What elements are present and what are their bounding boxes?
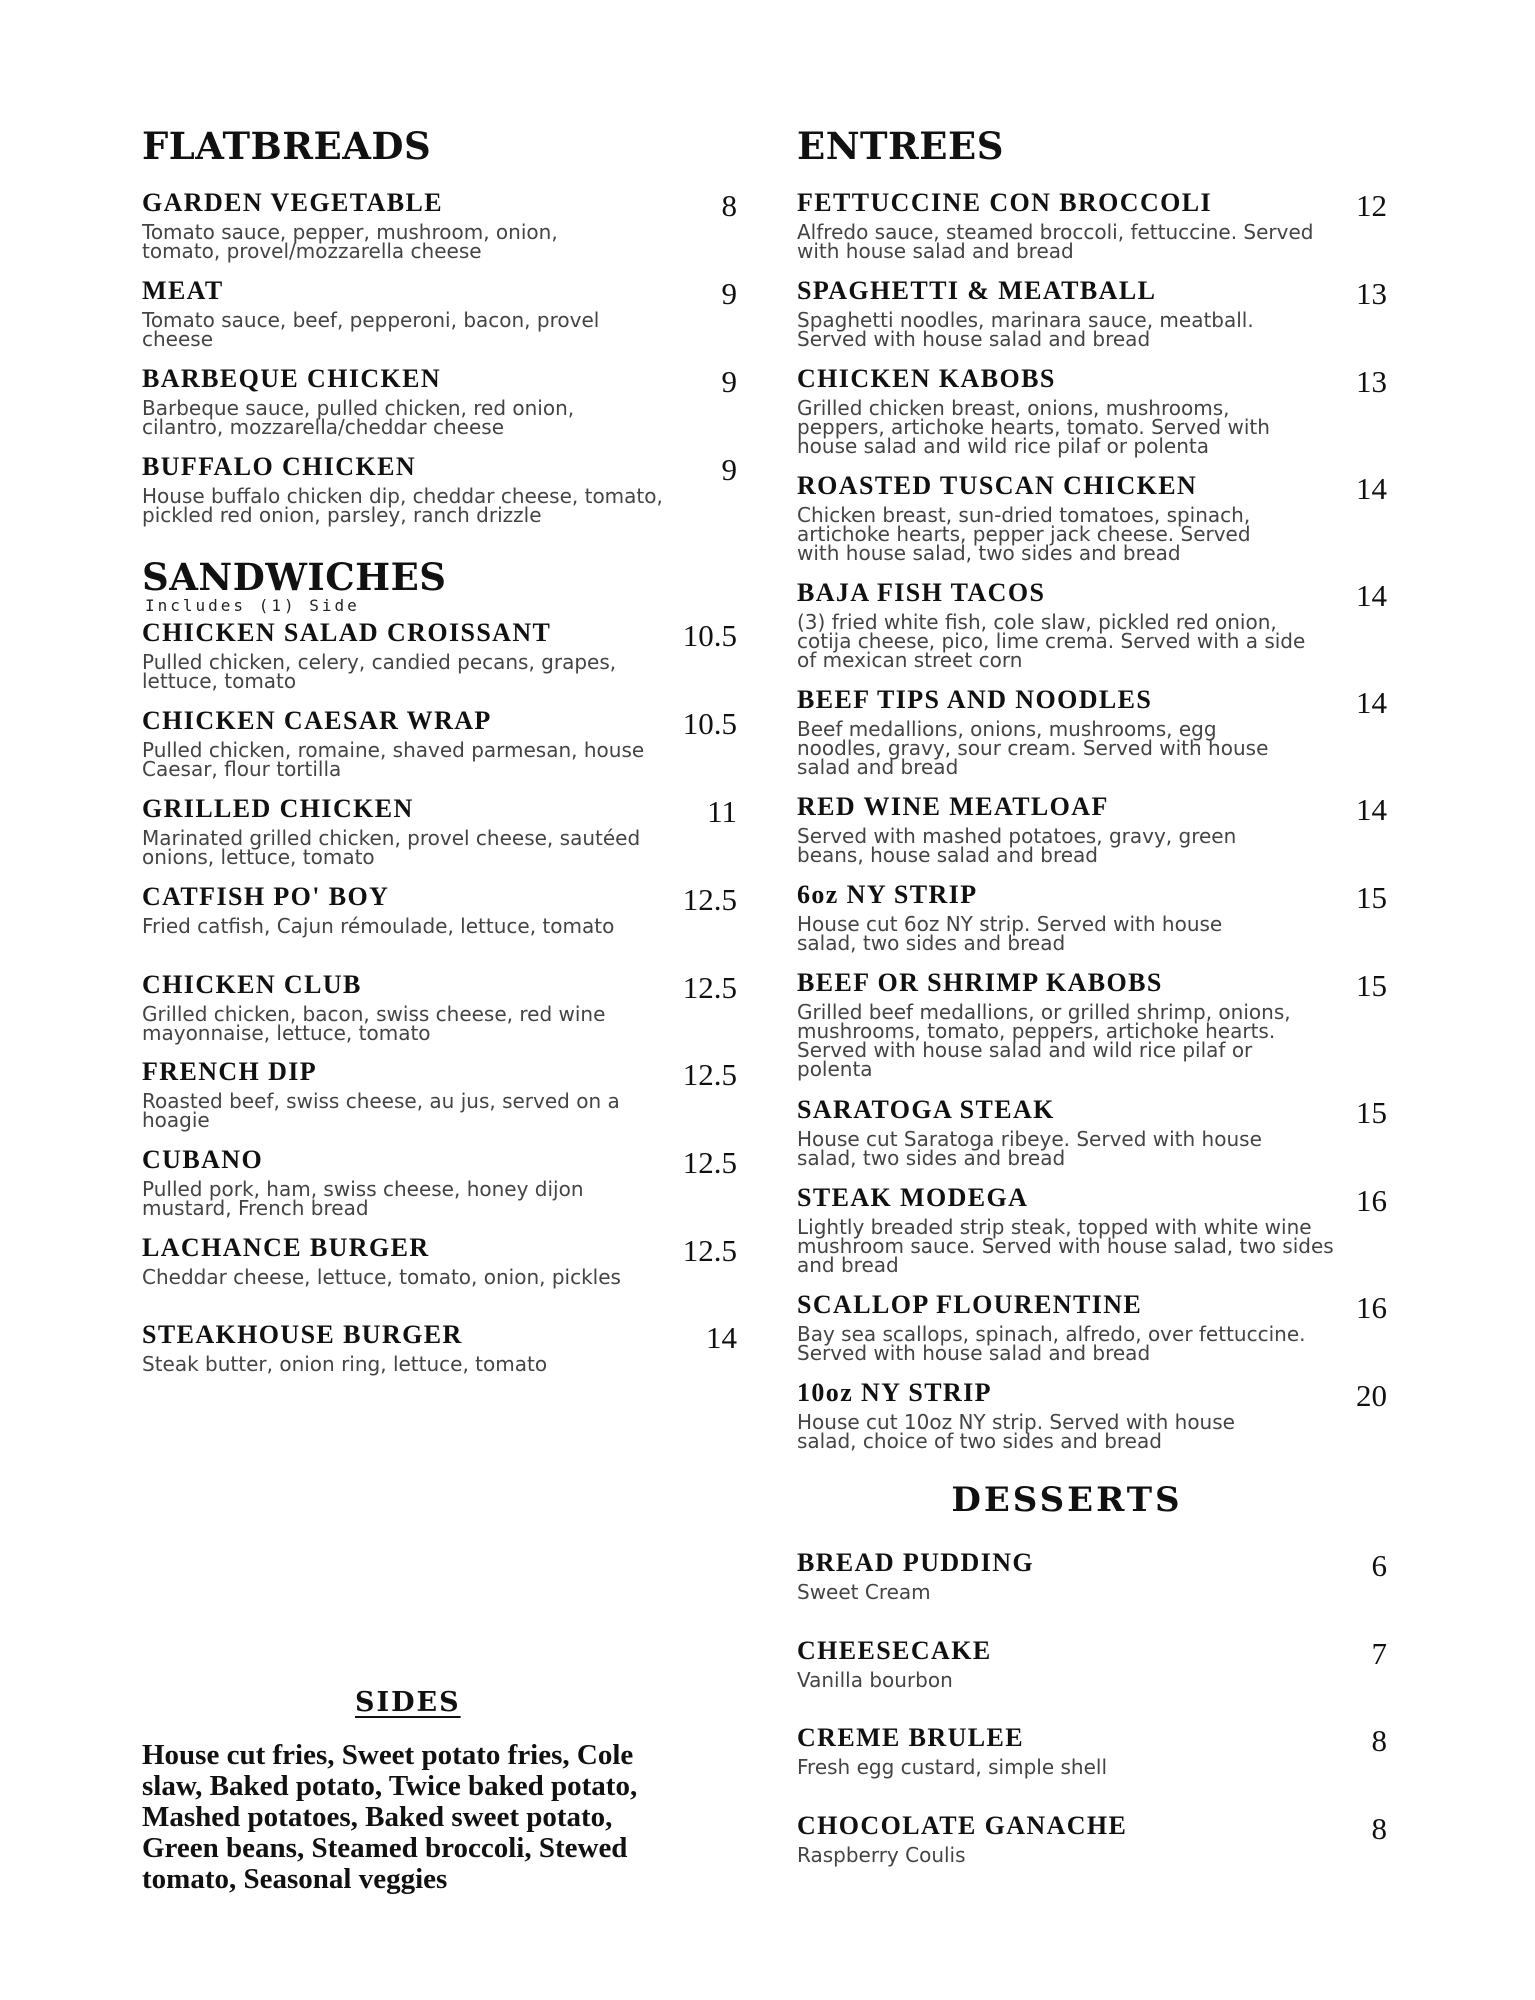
item-name: CHICKEN CAESAR WRAP [142, 706, 492, 735]
item-name: CUBANO [142, 1145, 264, 1174]
item-price: 13 [1356, 276, 1387, 311]
item-description: (3) fried white fish, cole slaw, pickled red onion, cotija cheese, pico, lime crema. Served with a side of mexican street corn [797, 610, 1306, 672]
item-description: Beef medallions, onions, mushrooms, egg noodles, gravy, sour cream. Served with house salad and bread [797, 717, 1269, 779]
item-description: Tomato sauce, pepper, mushroom, onion, tomato, provel/mozzarella cheese [142, 220, 558, 263]
item-name: 6oz NY STRIP [797, 880, 978, 909]
item-description: House buffalo chicken dip, cheddar cheese, tomato, pickled red onion, parsley, ranch drizzle [142, 484, 663, 527]
item-price: 10.5 [682, 706, 737, 741]
item-price: 11 [707, 794, 737, 829]
flatbreads-title: FLATBREADS [142, 124, 432, 168]
item-price: 12.5 [682, 1233, 737, 1268]
item-description: Grilled chicken, bacon, swiss cheese, red wine mayonnaise, lettuce, tomato [142, 1002, 606, 1045]
item-name: 10oz NY STRIP [797, 1378, 992, 1407]
item-name: BUFFALO CHICKEN [142, 452, 417, 481]
item-price: 10.5 [682, 618, 737, 653]
item-price: 15 [1356, 1095, 1387, 1130]
item-description: Marinated grilled chicken, provel cheese, sautéed onions, lettuce, tomato [142, 826, 641, 869]
item-price: 12.5 [682, 882, 737, 917]
item-name: FETTUCCINE CON BROCCOLI [797, 188, 1213, 217]
item-name: CHICKEN SALAD CROISSANT [142, 618, 552, 647]
item-name: SCALLOP FLOURENTINE [797, 1290, 1143, 1319]
item-description: Grilled chicken breast, onions, mushrooms, peppers, artichoke hearts, tomato. Served with house salad and wild rice pilaf or polenta [797, 396, 1270, 458]
item-name: BAJA FISH TACOS [797, 578, 1046, 607]
item-price: 12.5 [682, 970, 737, 1005]
item-description: Raspberry Coulis [797, 1843, 966, 1867]
item-description: Pulled pork, ham, swiss cheese, honey dijon mustard, French bread [142, 1177, 584, 1220]
item-name: ROASTED TUSCAN CHICKEN [797, 471, 1198, 500]
item-price: 14 [1356, 578, 1387, 613]
item-description: Lightly breaded strip steak, topped with white wine mushroom sauce. Served with house salad, two sides and bread [797, 1215, 1334, 1277]
item-name: FRENCH DIP [142, 1057, 318, 1086]
item-description: Grilled beef medallions, or grilled shrimp, onions, mushrooms, tomato, peppers, artichoke hearts. Served with house salad and wild rice pilaf or polenta [797, 1000, 1291, 1081]
item-name: STEAK MODEGA [797, 1183, 1029, 1212]
item-price: 16 [1356, 1183, 1387, 1218]
desserts-title: DESSERTS [951, 1480, 1183, 1520]
item-description: Roasted beef, swiss cheese, au jus, served on a hoagie [142, 1089, 620, 1132]
item-description: Pulled chicken, romaine, shaved parmesan, house Caesar, flour tortilla [142, 738, 645, 781]
sandwiches-note: Includes (1) Side [145, 596, 360, 615]
item-description: House cut Saratoga ribeye. Served with house salad, two sides and bread [797, 1127, 1262, 1170]
item-description: Steak butter, onion ring, lettuce, tomato [142, 1352, 548, 1376]
item-price: 15 [1356, 880, 1387, 915]
item-name: BARBEQUE CHICKEN [142, 364, 442, 393]
item-description: Fried catfish, Cajun rémoulade, lettuce, tomato [142, 914, 615, 938]
item-price: 6 [1371, 1548, 1387, 1583]
item-name: BEEF TIPS AND NOODLES [797, 685, 1153, 714]
item-name: CHICKEN KABOBS [797, 364, 1056, 393]
entrees-title: ENTREES [797, 124, 1004, 168]
item-name: SARATOGA STEAK [797, 1095, 1055, 1124]
item-name: CATFISH PO' BOY [142, 882, 390, 911]
item-price: 9 [721, 364, 737, 399]
item-description: Sweet Cream [797, 1580, 931, 1604]
item-description: Fresh egg custard, simple shell [797, 1755, 1107, 1779]
item-price: 12.5 [682, 1057, 737, 1092]
item-price: 20 [1356, 1378, 1387, 1413]
item-description: Alfredo sauce, steamed broccoli, fettuccine. Served with house salad and bread [797, 220, 1314, 263]
item-price: 15 [1356, 968, 1387, 1003]
item-price: 8 [1371, 1723, 1387, 1758]
item-price: 14 [706, 1320, 737, 1355]
item-name: CHEESECAKE [797, 1636, 992, 1665]
item-description: Cheddar cheese, lettuce, tomato, onion, pickles [142, 1265, 621, 1289]
item-name: MEAT [142, 276, 224, 305]
item-name: BREAD PUDDING [797, 1548, 1035, 1577]
item-description: Spaghetti noodles, marinara sauce, meatball. Served with house salad and bread [797, 308, 1254, 351]
item-name: CHOCOLATE GANACHE [797, 1811, 1128, 1840]
item-name: SPAGHETTI & MEATBALL [797, 276, 1157, 305]
sides-title: SIDES [355, 1687, 461, 1718]
item-price: 9 [721, 276, 737, 311]
item-price: 9 [721, 452, 737, 487]
item-description: Pulled chicken, celery, candied pecans, grapes, lettuce, tomato [142, 650, 617, 693]
item-description: Barbeque sauce, pulled chicken, red onion, cilantro, mozzarella/cheddar cheese [142, 396, 575, 439]
item-name: STEAKHOUSE BURGER [142, 1320, 463, 1349]
item-description: Tomato sauce, beef, pepperoni, bacon, provel cheese [142, 308, 600, 351]
item-price: 8 [1371, 1811, 1387, 1846]
item-name: CHICKEN CLUB [142, 970, 362, 999]
item-price: 13 [1356, 364, 1387, 399]
item-name: GRILLED CHICKEN [142, 794, 414, 823]
item-description: Chicken breast, sun-dried tomatoes, spinach, artichoke hearts, pepper jack cheese. Served with house salad, two sides and bread [797, 503, 1251, 565]
sides-list: House cut fries, Sweet potato fries, Cole slaw, Baked potato, Twice baked potato, Mashed potatoes, Baked sweet potato, Green beans, Steamed broccoli, Stewed tomato, Seasonal veggies [142, 1739, 638, 1895]
sandwiches-title: SANDWICHES [142, 555, 447, 599]
item-price: 14 [1356, 471, 1387, 506]
item-price: 16 [1356, 1290, 1387, 1325]
item-name: RED WINE MEATLOAF [797, 792, 1109, 821]
item-description: Vanilla bourbon [797, 1668, 953, 1692]
item-price: 14 [1356, 792, 1387, 827]
item-description: Bay sea scallops, spinach, alfredo, over fettuccine. Served with house salad and bread [797, 1322, 1306, 1365]
item-price: 12.5 [682, 1145, 737, 1180]
item-name: LACHANCE BURGER [142, 1233, 430, 1262]
item-name: CREME BRULEE [797, 1723, 1024, 1752]
item-price: 7 [1371, 1636, 1387, 1671]
item-name: BEEF OR SHRIMP KABOBS [797, 968, 1163, 997]
item-price: 8 [721, 188, 737, 223]
item-description: House cut 6oz NY strip. Served with house salad, two sides and bread [797, 912, 1223, 955]
item-description: House cut 10oz NY strip. Served with house salad, choice of two sides and bread [797, 1410, 1235, 1453]
item-price: 12 [1356, 188, 1387, 223]
item-price: 14 [1356, 685, 1387, 720]
item-name: GARDEN VEGETABLE [142, 188, 443, 217]
item-description: Served with mashed potatoes, gravy, green beans, house salad and bread [797, 824, 1237, 867]
